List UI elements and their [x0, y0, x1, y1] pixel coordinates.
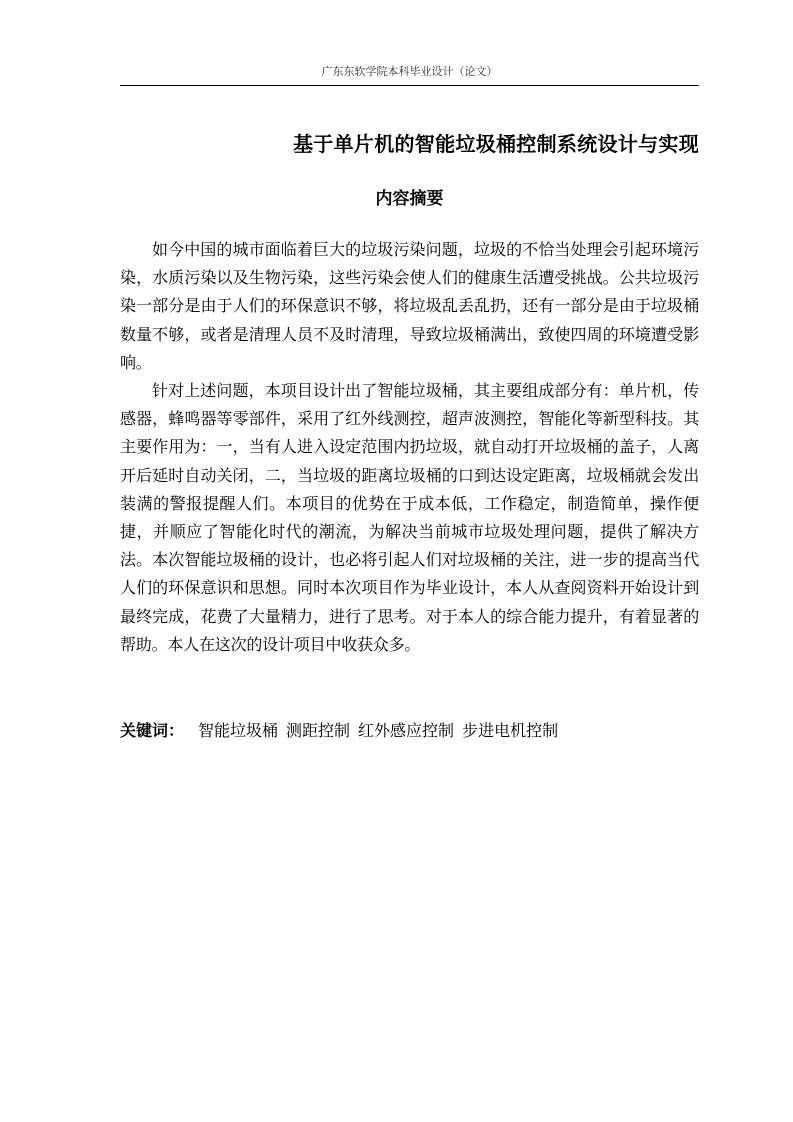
- keywords-label: 关键词：: [120, 721, 185, 740]
- document-title: 基于单片机的智能垃圾桶控制系统设计与实现: [293, 132, 699, 156]
- keyword-item: 红外感应控制: [358, 721, 455, 740]
- keyword-item: 步进电机控制: [462, 721, 559, 740]
- abstract-heading: 内容摘要: [375, 189, 444, 209]
- keywords-line: [120, 718, 699, 744]
- header-rule: [120, 85, 699, 86]
- running-header: 广东东软学院本科毕业设计（论文）: [321, 65, 498, 78]
- abstract-paragraph-1: 如今中国的城市面临着巨大的垃圾污染问题，垃圾的不恰当处理会引起环境污染，水质污染以及生物污染，这些污染会使人们的健康生活遭受挑战。公共垃圾污染一部分是由于人们的环保意识不够，将垃圾乱丢乱扔，还有一部分是由于垃圾桶数量不够，或者是清理人员不及时清理，导致垃圾桶满出，致使四周的环境遭受影响。: [120, 240, 699, 372]
- keyword-item: 测距控制: [286, 721, 351, 740]
- abstract-paragraph-2: 针对上述问题，本项目设计出了智能垃圾桶，其主要组成部分有：单片机，传感器，蜂鸣器等零部件，采用了红外线测控，超声波测控，智能化等新型科技。其主要作用为：一，当有人进入设定范围内扔垃圾，就自动打开垃圾桶的盖子，人离开后延时自动关闭，二，当垃圾的距离垃圾桶的口到达设定距离，垃圾桶就会发出装满的警报提醒人们。本项目的优势在于成本低，工作稳定，制造简单，操作便捷，并顺应了智能化时代的潮流，为解决当前城市垃圾处理问题，提供了解决方法。本次智能垃圾桶的设计，也必将引起人们对垃圾桶的关注，进一步的提高当代人们的环保意识和思想。同时本次项目作为毕业设计，本人从查阅资料开始设计到最终完成，花费了大量精力，进行了思考。对于本人的综合能力提升，有着显著的帮助。本人在这次的设计项目中收获众多。: [120, 381, 699, 654]
- abstract-body: [120, 236, 699, 659]
- keyword-item: 智能垃圾桶: [198, 721, 279, 740]
